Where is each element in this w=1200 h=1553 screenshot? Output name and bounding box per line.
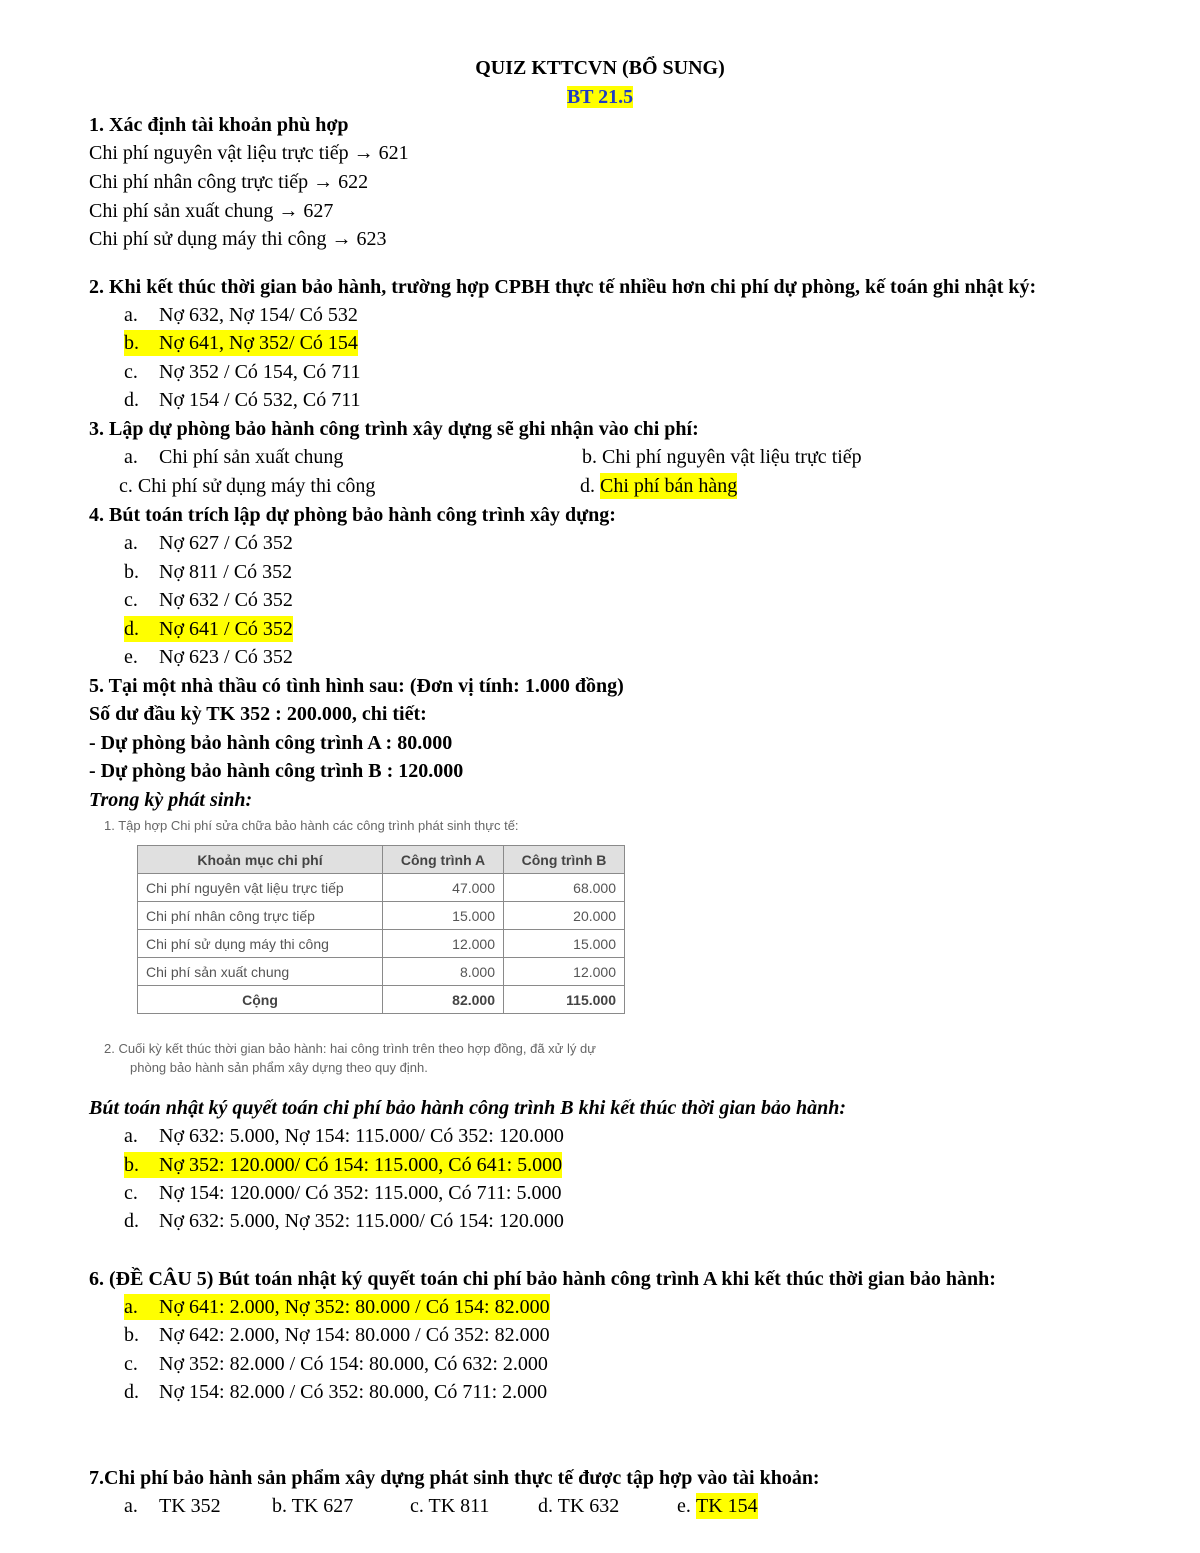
- q1-line: Chi phí nguyên vật liệu trực tiếp → 621: [89, 142, 409, 164]
- table-cell: Chi phí sử dụng máy thi công: [138, 930, 383, 958]
- q5-period: Trong kỳ phát sinh:: [89, 789, 253, 811]
- table-cell: Chi phí nguyên vật liệu trực tiếp: [138, 874, 383, 902]
- table-cell: 68.000: [504, 874, 625, 902]
- option-letter: d.: [580, 475, 595, 497]
- table-cell: 47.000: [383, 874, 504, 902]
- cost-table-header-row: [138, 846, 625, 874]
- option-text: Nợ 632, Nợ 154/ Có 532: [159, 304, 358, 326]
- option-text: Chi phí sản xuất chung: [159, 446, 344, 468]
- option-text: Nợ 642: 2.000, Nợ 154: 80.000 / Có 352: 82.000: [159, 1324, 550, 1346]
- q5-balance: Số dư đầu kỳ TK 352 : 200.000, chi tiết:: [89, 703, 427, 725]
- option-letter: b.: [124, 1324, 139, 1346]
- option-letter: d.: [124, 1210, 139, 1232]
- table-row: [138, 902, 625, 930]
- option-letter: c.: [124, 1182, 138, 1204]
- q1-heading: 1. Xác định tài khoản phù hợp: [89, 114, 349, 136]
- q4-heading: 4. Bút toán trích lập dự phòng bảo hành công trình xây dựng:: [89, 504, 616, 526]
- option-letter: c.: [124, 361, 138, 383]
- option-text: TK 352: [159, 1495, 221, 1517]
- q2-heading: 2. Khi kết thúc thời gian bảo hành, trường hợp CPBH thực tế nhiều hơn chi phí dự phòng, kế toán ghi nhật ký:: [89, 276, 1037, 298]
- table-cell: 15.000: [504, 930, 625, 958]
- option-letter: b.: [124, 561, 139, 583]
- table-cell: 115.000: [504, 986, 625, 1014]
- q5-detail-a: - Dự phòng bảo hành công trình A : 80.000: [89, 732, 453, 754]
- option-text: Nợ 811 / Có 352: [159, 561, 293, 583]
- image-item2-caption: 2. Cuối kỳ kết thúc thời gian bảo hành: hai công trình trên theo hợp đồng, đã xử lý dự: [104, 1041, 596, 1056]
- cost-table: [137, 845, 625, 1014]
- table-cell: 8.000: [383, 958, 504, 986]
- column-header: Công trình A: [383, 846, 504, 874]
- option-text: Nợ 154: 120.000/ Có 352: 115.000, Có 711: 5.000: [159, 1182, 562, 1204]
- table-cell: Cộng: [138, 986, 383, 1014]
- option-text: b. Chi phí nguyên vật liệu trực tiếp: [582, 446, 862, 468]
- column-header: Khoản mục chi phí: [138, 846, 383, 874]
- q6-heading: 6. (ĐỀ CÂU 5) Bút toán nhật ký quyết toán chi phí bảo hành công trình A khi kết thúc thời gian bảo hành:: [89, 1268, 996, 1290]
- q1-line: Chi phí nhân công trực tiếp → 622: [89, 171, 369, 193]
- table-row: [138, 958, 625, 986]
- document-subtitle-wrap: [0, 84, 1200, 110]
- option-letter: d.: [124, 1381, 139, 1403]
- image-item2-caption-cont: phòng bảo hành sản phẩm xây dựng theo quy định.: [130, 1060, 428, 1075]
- q7-heading: 7.Chi phí bảo hành sản phẩm xây dựng phát sinh thực tế được tập hợp vào tài khoản:: [89, 1467, 820, 1489]
- option-text: Nợ 623 / Có 352: [159, 646, 293, 668]
- option-text: c. TK 811: [410, 1495, 490, 1517]
- option-letter: a.: [124, 1294, 159, 1320]
- table-cell: 82.000: [383, 986, 504, 1014]
- option-text: Nợ 632: 5.000, Nợ 352: 115.000/ Có 154: 120.000: [159, 1210, 564, 1232]
- option-text-correct: Nợ 352: 120.000/ Có 154: 115.000, Có 641: 5.000: [159, 1154, 563, 1176]
- option-text: Nợ 352 / Có 154, Có 711: [159, 361, 361, 383]
- option-text: Nợ 632 / Có 352: [159, 589, 293, 611]
- option-text-correct: Nợ 641: 2.000, Nợ 352: 80.000 / Có 154: 82.000: [159, 1296, 550, 1318]
- document-subtitle: BT 21.5: [566, 86, 634, 108]
- option-letter: a.: [124, 532, 138, 554]
- option-text: Nợ 154 / Có 532, Có 711: [159, 389, 361, 411]
- q3-heading: 3. Lập dự phòng bảo hành công trình xây dựng sẽ ghi nhận vào chi phí:: [89, 418, 699, 440]
- option-text: d. TK 632: [538, 1495, 620, 1517]
- option-text: c. Chi phí sử dụng máy thi công: [119, 475, 376, 497]
- option-letter: b.: [124, 1152, 159, 1178]
- option-text: Nợ 627 / Có 352: [159, 532, 293, 554]
- table-row: [138, 930, 625, 958]
- table-cell: 15.000: [383, 902, 504, 930]
- column-header: Công trình B: [504, 846, 625, 874]
- option-text: Nợ 352: 82.000 / Có 154: 80.000, Có 632: 2.000: [159, 1353, 548, 1375]
- option-letter: a.: [124, 304, 138, 326]
- table-cell: 20.000: [504, 902, 625, 930]
- option-letter: d.: [124, 616, 159, 642]
- option-letter: a.: [124, 1495, 138, 1517]
- q1-line: Chi phí sản xuất chung → 627: [89, 200, 334, 222]
- option-text-correct: Nợ 641, Nợ 352/ Có 154: [159, 332, 358, 354]
- option-letter: e.: [124, 646, 138, 668]
- q5-question: Bút toán nhật ký quyết toán chi phí bảo hành công trình B khi kết thúc thời gian bảo hành:: [89, 1097, 847, 1119]
- table-total-row: [138, 986, 625, 1014]
- document-title: QUIZ KTTCVN (BỔ SUNG): [475, 57, 725, 79]
- option-text-correct: TK 154: [696, 1495, 758, 1517]
- option-text: Nợ 154: 82.000 / Có 352: 80.000, Có 711: 2.000: [159, 1381, 548, 1403]
- option-letter: b.: [124, 330, 159, 356]
- option-text: b. TK 627: [272, 1495, 354, 1517]
- option-letter: d.: [124, 389, 139, 411]
- q5-detail-b: - Dự phòng bảo hành công trình B : 120.000: [89, 760, 464, 782]
- table-cell: Chi phí nhân công trực tiếp: [138, 902, 383, 930]
- image-item1-caption: 1. Tập hợp Chi phí sửa chữa bảo hành các công trình phát sinh thực tế:: [104, 818, 519, 833]
- option-letter: a.: [124, 1125, 138, 1147]
- q5-heading: 5. Tại một nhà thầu có tình hình sau: (Đơn vị tính: 1.000 đồng): [89, 675, 624, 697]
- option-letter: a.: [124, 446, 138, 468]
- option-text: Nợ 632: 5.000, Nợ 154: 115.000/ Có 352: 120.000: [159, 1125, 564, 1147]
- option-letter: c.: [124, 589, 138, 611]
- table-cell: 12.000: [383, 930, 504, 958]
- table-cell: Chi phí sản xuất chung: [138, 958, 383, 986]
- option-letter: e.: [677, 1495, 691, 1517]
- table-row: [138, 874, 625, 902]
- q1-line: Chi phí sử dụng máy thi công → 623: [89, 228, 387, 250]
- option-text-correct: Nợ 641 / Có 352: [159, 618, 293, 640]
- option-letter: c.: [124, 1353, 138, 1375]
- option-text-correct: Chi phí bán hàng: [600, 475, 738, 497]
- table-cell: 12.000: [504, 958, 625, 986]
